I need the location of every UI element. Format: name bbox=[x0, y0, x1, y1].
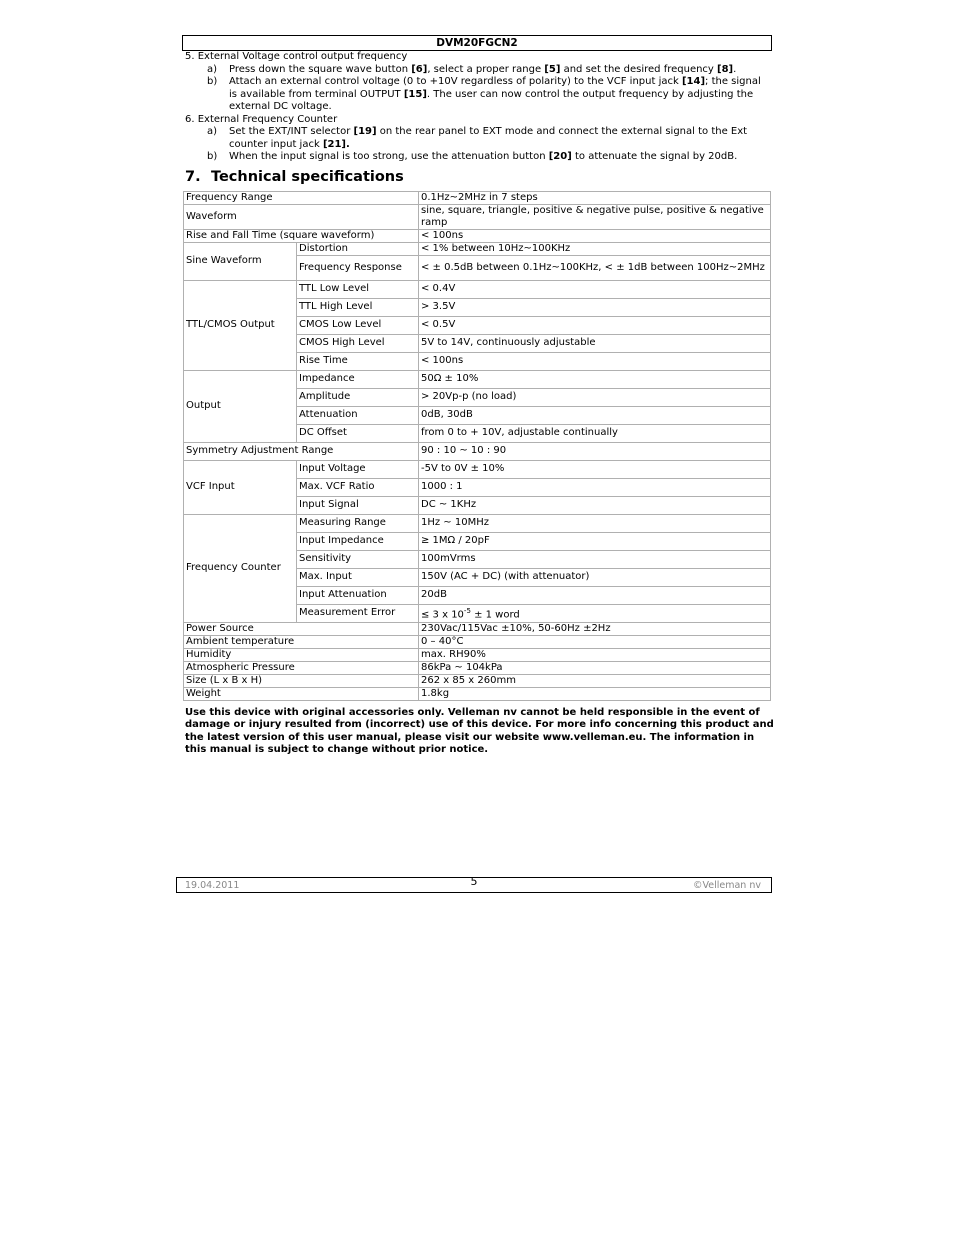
table-row bbox=[184, 460, 771, 478]
spec-value: 20dB bbox=[419, 586, 771, 604]
spec-value: 1Hz ~ 10MHz bbox=[419, 514, 771, 532]
step-label: b) bbox=[207, 151, 218, 162]
spec-sublabel: Sensitivity bbox=[297, 550, 419, 568]
step-text: Set the EXT/INT selector bbox=[229, 126, 354, 137]
step-text: When the input signal is too strong, use the attenuation button bbox=[229, 151, 549, 162]
step-text: , select a proper range bbox=[427, 63, 545, 75]
table-row bbox=[184, 648, 771, 661]
ref-number: [5] bbox=[544, 63, 561, 75]
step-text: . bbox=[733, 63, 737, 75]
ref-number: [14] bbox=[681, 76, 706, 87]
spec-value: 86kPa ~ 104kPa bbox=[419, 661, 771, 674]
ref-number: [21]. bbox=[322, 138, 350, 150]
table-row bbox=[184, 191, 771, 204]
model-title: DVM20FGCN2 bbox=[436, 37, 518, 49]
spec-value: 5V to 14V, continuously adjustable bbox=[419, 334, 771, 352]
spec-sublabel: TTL High Level bbox=[297, 298, 419, 316]
table-row bbox=[184, 661, 771, 674]
footer-copyright: ©Velleman nv bbox=[693, 880, 761, 891]
spec-value bbox=[419, 604, 771, 622]
spec-value: 0.1Hz~2MHz in 7 steps bbox=[419, 191, 771, 204]
spec-sublabel: Attenuation bbox=[297, 406, 419, 424]
section5-step-a bbox=[185, 64, 771, 77]
ref-number: [6] bbox=[411, 63, 428, 75]
spec-sublabel: Amplitude bbox=[297, 388, 419, 406]
ref-number: [8] bbox=[717, 63, 734, 75]
spec-sublabel: Frequency Response bbox=[297, 255, 419, 280]
spec-value: DC ~ 1KHz bbox=[419, 496, 771, 514]
spec-value: 100mVrms bbox=[419, 550, 771, 568]
spec-value: 50Ω ± 10% bbox=[419, 370, 771, 388]
section6-step-b bbox=[185, 151, 771, 164]
spec-group-label: Frequency Counter bbox=[184, 514, 297, 622]
spec-table bbox=[183, 191, 771, 701]
spec-group-label: Output bbox=[184, 370, 297, 442]
exponent: -5 bbox=[463, 606, 471, 615]
spec-sublabel: Measuring Range bbox=[297, 514, 419, 532]
spec-sublabel: Max. Input bbox=[297, 568, 419, 586]
spec-label: Waveform bbox=[184, 204, 419, 229]
spec-value: > 3.5V bbox=[419, 298, 771, 316]
spec-value: 262 x 85 x 260mm bbox=[419, 674, 771, 687]
spec-label: Size (L x B x H) bbox=[184, 674, 419, 687]
table-row bbox=[184, 370, 771, 388]
ref-number: [15] bbox=[403, 88, 427, 100]
table-row bbox=[184, 514, 771, 532]
spec-sublabel: Input Signal bbox=[297, 496, 419, 514]
table-row bbox=[184, 622, 771, 635]
spec-sublabel: Measurement Error bbox=[297, 604, 419, 622]
spec-value: 0dB, 30dB bbox=[419, 406, 771, 424]
spec-value: < 0.4V bbox=[419, 280, 771, 298]
spec-sublabel: Input Impedance bbox=[297, 532, 419, 550]
value-text: ± 1 word bbox=[470, 609, 520, 621]
spec-value: 90 : 10 ~ 10 : 90 bbox=[419, 442, 771, 460]
footer-date: 19.04.2011 bbox=[185, 880, 240, 891]
spec-sublabel: DC Offset bbox=[297, 424, 419, 442]
spec-group-label: Sine Waveform bbox=[184, 242, 297, 280]
table-row bbox=[184, 242, 771, 255]
table-row bbox=[184, 204, 771, 229]
spec-value: -5V to 0V ± 10% bbox=[419, 460, 771, 478]
spec-sublabel: Distortion bbox=[297, 242, 419, 255]
ref-number: [19] bbox=[353, 126, 377, 137]
spec-value: 0 – 40°C bbox=[419, 635, 771, 648]
table-row bbox=[184, 442, 771, 460]
spec-sublabel: Rise Time bbox=[297, 352, 419, 370]
page-body bbox=[185, 51, 774, 767]
value-text: ≤ 3 x 10 bbox=[421, 609, 464, 621]
step-label: b) bbox=[207, 76, 218, 87]
table-row bbox=[184, 674, 771, 687]
table-row bbox=[184, 635, 771, 648]
spec-value: ≥ 1MΩ / 20pF bbox=[419, 532, 771, 550]
step-text: and set the desired frequency bbox=[560, 63, 718, 75]
spec-value: 1.8kg bbox=[419, 687, 771, 700]
spec-sublabel: Input Voltage bbox=[297, 460, 419, 478]
step-label: a) bbox=[207, 63, 218, 75]
ref-number: [20] bbox=[548, 151, 572, 162]
step-text: ; the signal is available from terminal OUTPUT bbox=[229, 76, 761, 100]
spec-label: Ambient temperature bbox=[184, 635, 419, 648]
spec-sublabel: Input Attenuation bbox=[297, 586, 419, 604]
table-row bbox=[184, 229, 771, 242]
spec-value: < 1% between 10Hz~100KHz bbox=[419, 242, 771, 255]
spec-value: < 100ns bbox=[419, 352, 771, 370]
spec-value: 150V (AC + DC) (with attenuator) bbox=[419, 568, 771, 586]
spec-sublabel: CMOS Low Level bbox=[297, 316, 419, 334]
spec-value: 230Vac/115Vac ±10%, 50-60Hz ±2Hz bbox=[419, 622, 771, 635]
spec-label: Atmospheric Pressure bbox=[184, 661, 419, 674]
spec-label: Power Source bbox=[184, 622, 419, 635]
spec-value: from 0 to + 10V, adjustable continually bbox=[419, 424, 771, 442]
spec-label: Humidity bbox=[184, 648, 419, 661]
spec-value: < 0.5V bbox=[419, 316, 771, 334]
section-number: 7. bbox=[185, 168, 201, 185]
spec-sublabel: Impedance bbox=[297, 370, 419, 388]
spec-value: 1000 : 1 bbox=[419, 478, 771, 496]
page-number: 5 bbox=[470, 875, 478, 888]
spec-group-label: VCF Input bbox=[184, 460, 297, 514]
document-header bbox=[182, 35, 772, 51]
step-text: . The user can now control the output frequency by adjusting the external DC voltage. bbox=[229, 88, 754, 112]
step-text: Press down the square wave button bbox=[229, 63, 412, 75]
spec-value: > 20Vp-p (no load) bbox=[419, 388, 771, 406]
spec-label: Frequency Range bbox=[184, 191, 419, 204]
section5-title: 5. External Voltage control output frequency bbox=[185, 51, 408, 62]
spec-sublabel: Max. VCF Ratio bbox=[297, 478, 419, 496]
page-footer bbox=[176, 877, 772, 893]
spec-label: Weight bbox=[184, 687, 419, 700]
section6-title: 6. External Frequency Counter bbox=[185, 113, 338, 125]
spec-value: < ± 0.5dB between 0.1Hz~100KHz, < ± 1dB between 100Hz~2MHz bbox=[419, 255, 771, 280]
section5-step-b bbox=[185, 76, 771, 114]
spec-sublabel: TTL Low Level bbox=[297, 280, 419, 298]
spec-value: < 100ns bbox=[419, 229, 771, 242]
table-row bbox=[184, 687, 771, 700]
spec-group-label: TTL/CMOS Output bbox=[184, 280, 297, 370]
section-title: Technical specifications bbox=[211, 168, 404, 185]
step-text: to attenuate the signal by 20dB. bbox=[571, 151, 738, 162]
disclaimer-note: Use this device with original accessories only. Velleman nv cannot be held responsible in the event of damage or injury resulted from (incorrect) use of this device. For more info concerning this product and the latest version of this user manual, please visit our website www.velleman.eu. The information in this manual is subject to change without prior notice. bbox=[185, 706, 774, 755]
step-text: on the rear panel to EXT mode and connect the external signal to the Ext counter input jack bbox=[229, 126, 748, 150]
step-label: a) bbox=[207, 126, 218, 137]
spec-label: Symmetry Adjustment Range bbox=[184, 442, 419, 460]
step-text: Attach an external control voltage (0 to +10V regardless of polarity) to the VCF input jack bbox=[229, 76, 682, 87]
section6-step-a bbox=[185, 126, 771, 151]
section-heading bbox=[185, 169, 771, 186]
spec-value: max. RH90% bbox=[419, 648, 771, 661]
spec-label: Rise and Fall Time (square waveform) bbox=[184, 229, 419, 242]
table-row bbox=[184, 280, 771, 298]
spec-sublabel: CMOS High Level bbox=[297, 334, 419, 352]
spec-value: sine, square, triangle, positive & negative pulse, positive & negative ramp bbox=[419, 204, 771, 229]
